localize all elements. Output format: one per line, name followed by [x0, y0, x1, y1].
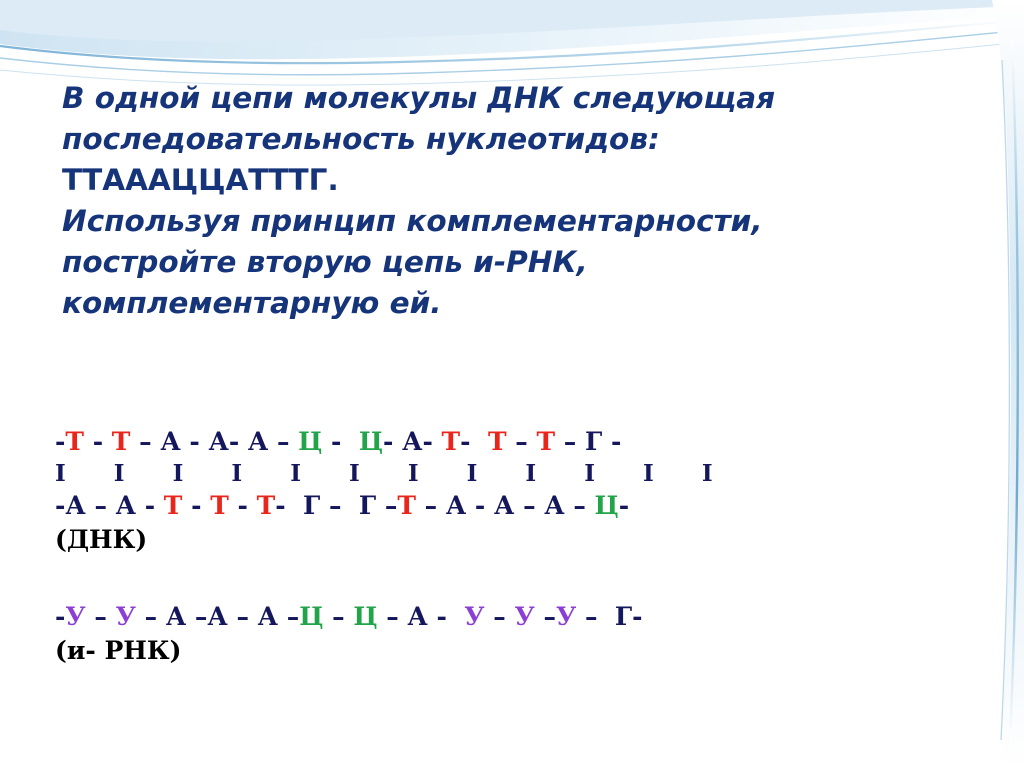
spacer	[55, 558, 995, 600]
hydrogen-bonds-row: I I I I I I I I I I I I	[55, 460, 713, 487]
question-line-2: последовательность нуклеотидов:	[62, 122, 660, 156]
dna-strand-1: -Т - Т – А - А- А – Ц - Ц- А- Т- Т – Т – Г -	[55, 427, 622, 456]
dna-label: (ДНК)	[55, 525, 148, 554]
question-line-1: В одной цепи молекулы ДНК следующая	[62, 81, 776, 115]
rna-strand: -У – У – А –А – А –Ц – Ц – А - У – У –У – Г-	[55, 602, 643, 631]
rna-label: (и- РНК)	[55, 636, 182, 665]
question-line-3-sequence: ТТАААЦЦАТТТГ.	[62, 163, 339, 197]
question-line-5: постройте вторую цепь и-РНК,	[62, 245, 588, 279]
answer-block	[55, 425, 995, 669]
question-text	[62, 78, 962, 324]
question-line-4: Используя принцип комплементарности,	[62, 204, 763, 238]
question-line-6: комплементарную ей.	[62, 286, 442, 320]
dna-strand-2: -А – А - Т - Т - Т- Г – Г –Т – А - А – А – Ц-	[55, 491, 630, 520]
